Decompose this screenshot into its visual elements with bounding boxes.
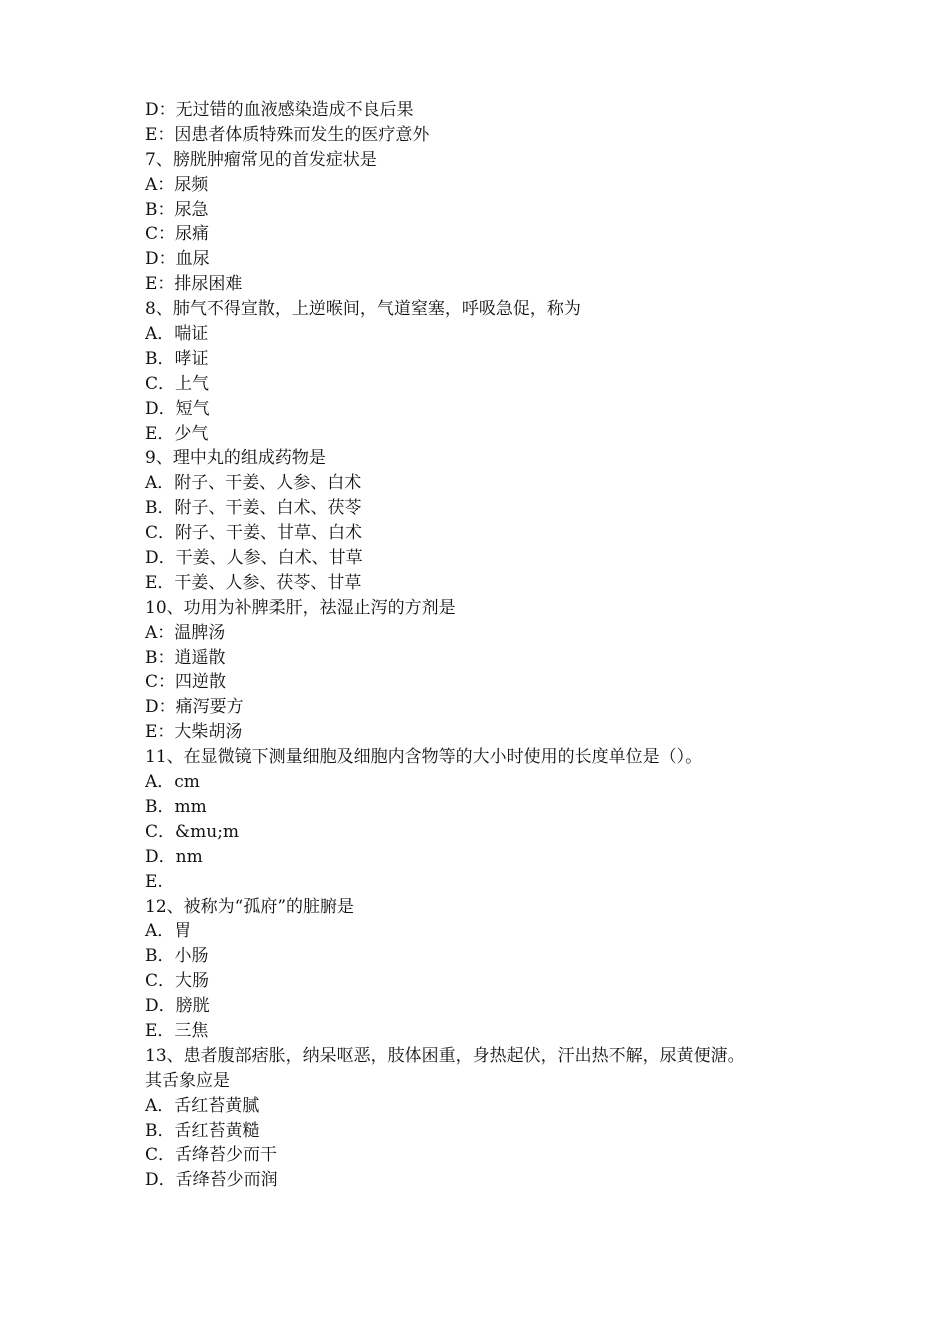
text-line: B．小肠: [145, 946, 209, 967]
text-line: B：尿急: [145, 199, 209, 220]
text-line: 9、理中丸的组成药物是: [145, 448, 326, 469]
text-line: E：大柴胡汤: [145, 722, 243, 743]
text-line: A．附子、干姜、人参、白术: [145, 473, 362, 494]
text-line: B．哮证: [145, 348, 209, 369]
text-line: 12、被称为“孤府”的脏腑是: [145, 896, 355, 917]
text-line: C．附子、干姜、甘草、白术: [145, 523, 363, 544]
text-line: 8、肺气不得宣散，上逆喉间，气道窒塞，呼吸急促，称为: [145, 299, 581, 320]
text-line: D：无过错的血液感染造成不良后果: [145, 100, 414, 120]
text-line: 13、患者腹部痞胀，纳呆呕恶，肢体困重，身热起伏，汗出热不解，尿黄便溏。: [145, 1045, 745, 1066]
text-line: 7、膀胱肿瘤常见的首发症状是: [145, 149, 377, 170]
text-line: C．上气: [145, 373, 210, 394]
text-line: D．短气: [145, 398, 210, 419]
text-line: E．少气: [145, 423, 209, 444]
text-line: C．大肠: [145, 971, 210, 992]
question-list: [145, 98, 825, 1193]
text-line: A．喘证: [145, 324, 209, 345]
text-line: D．舌绛苔少而润: [145, 1170, 278, 1191]
text-line: E．干姜、人参、茯苓、甘草: [145, 572, 362, 593]
text-line: E：排尿困难: [145, 274, 243, 295]
text-line: B：逍遥散: [145, 647, 226, 668]
text-line: A．舌红苔黄腻: [145, 1095, 260, 1116]
text-line: 其舌象应是: [145, 1070, 230, 1091]
text-line: A．cm: [145, 772, 200, 793]
text-line: A：尿频: [145, 174, 209, 195]
text-line: A．胃: [145, 921, 192, 942]
text-line: E.: [145, 871, 163, 892]
text-line: 11、在显微镜下测量细胞及细胞内含物等的大小时使用的长度单位是（）。: [145, 747, 703, 768]
text-line: B．附子、干姜、白术、茯苓: [145, 498, 362, 519]
text-line: D．nm: [145, 846, 203, 867]
text-line: E：因患者体质特殊而发生的医疗意外: [145, 124, 430, 145]
text-line: B．舌红苔黄糙: [145, 1120, 260, 1141]
text-line: E．三焦: [145, 1020, 209, 1041]
text-line: 10、功用为补脾柔肝，祛湿止泻的方剂是: [145, 597, 456, 618]
document-body: [145, 98, 825, 1193]
text-line: B．mm: [145, 796, 207, 817]
text-line: C：尿痛: [145, 224, 210, 245]
text-line: D：痛泻要方: [145, 697, 244, 718]
text-line: D．膀胱: [145, 996, 210, 1017]
text-line: D．干姜、人参、白术、甘草: [145, 548, 363, 569]
text-line: A：温脾汤: [145, 622, 226, 643]
text-line: C．舌绛苔少而干: [145, 1145, 278, 1166]
text-line: C．&mu;m: [145, 821, 240, 842]
text-line: C：四逆散: [145, 672, 227, 693]
text-line: D：血尿: [145, 249, 210, 270]
